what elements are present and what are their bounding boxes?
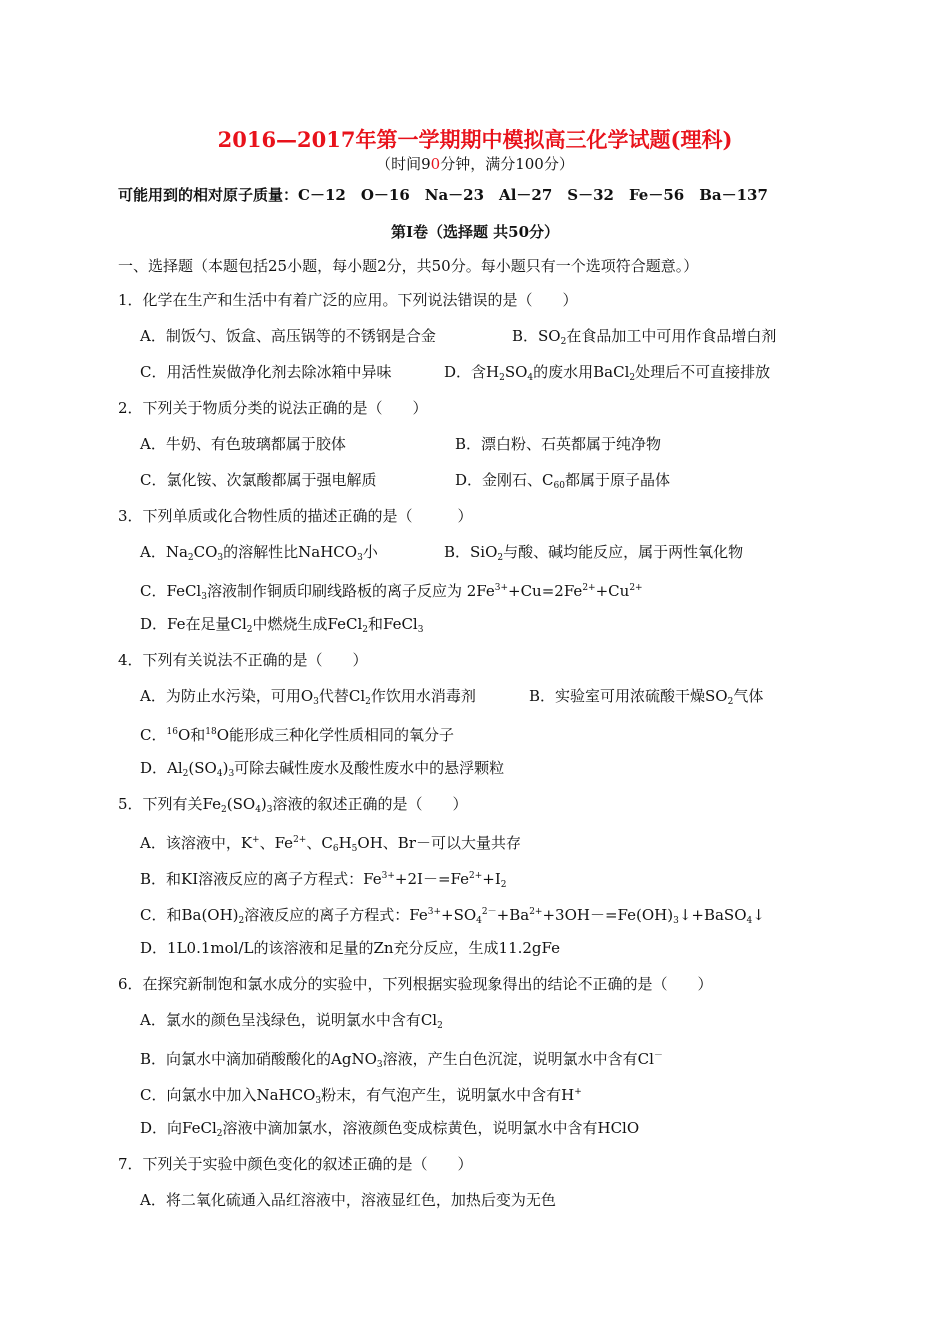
exam-subtitle — [0, 153, 950, 174]
question-6-option-a: A．氯水的颜色呈浅绿色，说明氯水中含有$Cl_2$ — [140, 1011, 443, 1031]
subtitle-text: （时间9 — [376, 155, 431, 173]
question-3-stem: 3．下列单质或化合物性质的描述正确的是（ ） — [118, 507, 473, 525]
question-5-option-d: D．1L0.1mol/L的该溶液和足量的Zn充分反应，生成11.2gFe — [140, 939, 561, 957]
question-1-option-c: C．用活性炭做净化剂去除冰箱中异味 — [140, 363, 392, 381]
question-4-option-b: B．实验室可用浓硫酸干燥$SO_2$气体 — [529, 687, 764, 707]
question-2-option-d: D．金刚石、$C_{60}$都属于原子晶体 — [455, 471, 670, 491]
instructions: 一、选择题（本题包括25小题，每小题2分，共50分。每小题只有一个选项符合题意。） — [118, 257, 699, 275]
question-5-option-b: B．和KI溶液反应的离子方程式：$Fe^{3+}+2I-=Fe^{2+}+I_2$ — [140, 870, 507, 890]
question-4-stem: 4．下列有关说法不正确的是（ ） — [118, 651, 368, 669]
section-title: 第Ⅰ卷（选择题 共50分） — [390, 223, 560, 241]
question-2-option-c: C．氯化铵、次氯酸都属于强电解质 — [140, 471, 377, 489]
question-6-option-c: C．向氯水中加入NaHCO$_3$粉末，有气泡产生，说明氯水中含有H+ — [140, 1086, 582, 1106]
question-3-option-c: C．FeCl$_3$溶液制作铜质印刷线路板的离子反应为 $2Fe^{3+}+Cu=2Fe^{2+}+Cu^{2+}$ — [140, 582, 643, 602]
atomic-masses: 可能用到的相对原子质量：C－12 O－16 Na－23 Al－27 S－32 Fe－56 Ba－137 — [118, 186, 768, 204]
exam-title: 2016—2017年第一学期期中模拟高三化学试题(理科) — [217, 127, 733, 152]
question-1-option-b: B．$SO_2$在食品加工中可用作食品增白剂 — [512, 327, 777, 347]
question-1-stem: 1．化学在生产和生活中有着广泛的应用。下列说法错误的是（ ） — [118, 291, 578, 309]
question-5-stem: 5．下列有关$Fe_2(SO_4)_3$溶液的叙述正确的是（ ） — [118, 795, 468, 815]
question-7-stem: 7．下列关于实验中颜色变化的叙述正确的是（ ） — [118, 1155, 473, 1173]
question-2-option-b: B．漂白粉、石英都属于纯净物 — [455, 435, 662, 453]
subtitle-red-digit: 0 — [430, 155, 441, 173]
question-4-option-c: C．$^{16}$O和$^{18}$O能形成三种化学性质相同的氧分子 — [140, 726, 455, 744]
question-4-option-a: A．为防止水污染，可用$O_3$代替$Cl_2$作饮用水消毒剂 — [140, 687, 476, 707]
question-6-option-d: D．向FeCl$_2$溶液中滴加氯水，溶液颜色变成棕黄色，说明氯水中含有HClO — [140, 1119, 640, 1139]
question-5-option-a: A．该溶液中，K+、$Fe^{2+}$、$C_6H_5OH$、Br－可以大量共存 — [140, 834, 521, 854]
question-6-option-b: B．向氯水中滴加硝酸酸化的AgNO$_3$溶液，产生白色沉淀，说明氯水中含有Cl－ — [140, 1050, 663, 1070]
question-1-option-a: A．制饭勺、饭盒、高压锅等的不锈钢是合金 — [140, 327, 436, 345]
subtitle-text-end: 分钟，满分100分） — [440, 155, 574, 173]
question-2-option-a: A．牛奶、有色玻璃都属于胶体 — [140, 435, 346, 453]
question-4-option-d: D．$Al_2(SO_4)_3$可除去碱性废水及酸性废水中的悬浮颗粒 — [140, 759, 505, 779]
question-3-option-d: D．Fe在足量$Cl_2$中燃烧生成FeCl$_2$和FeCl$_3$ — [140, 615, 424, 635]
question-6-stem: 6．在探究新制饱和氯水成分的实验中，下列根据实验现象得出的结论不正确的是（ ） — [118, 975, 713, 993]
question-5-option-c: C．和$Ba(OH)_2$溶液反应的离子方程式：$Fe^{3+}+SO_4^{2-}+Ba^{2+}+3OH-=Fe(OH)_3↓+BaSO_4↓$ — [140, 906, 765, 926]
question-3-option-b: B．SiO$_2$与酸、碱均能反应，属于两性氧化物 — [444, 543, 744, 563]
question-1-option-d: D．含$H_2SO_4$的废水用BaCl$_2$处理后不可直接排放 — [444, 363, 771, 383]
question-7-option-a: A．将二氧化硫通入品红溶液中，溶液显红色，加热后变为无色 — [140, 1191, 556, 1209]
question-2-stem: 2．下列关于物质分类的说法正确的是（ ） — [118, 399, 428, 417]
question-3-option-a: A．$Na_2CO_3$的溶解性比NaHCO$_3$小 — [140, 543, 378, 563]
